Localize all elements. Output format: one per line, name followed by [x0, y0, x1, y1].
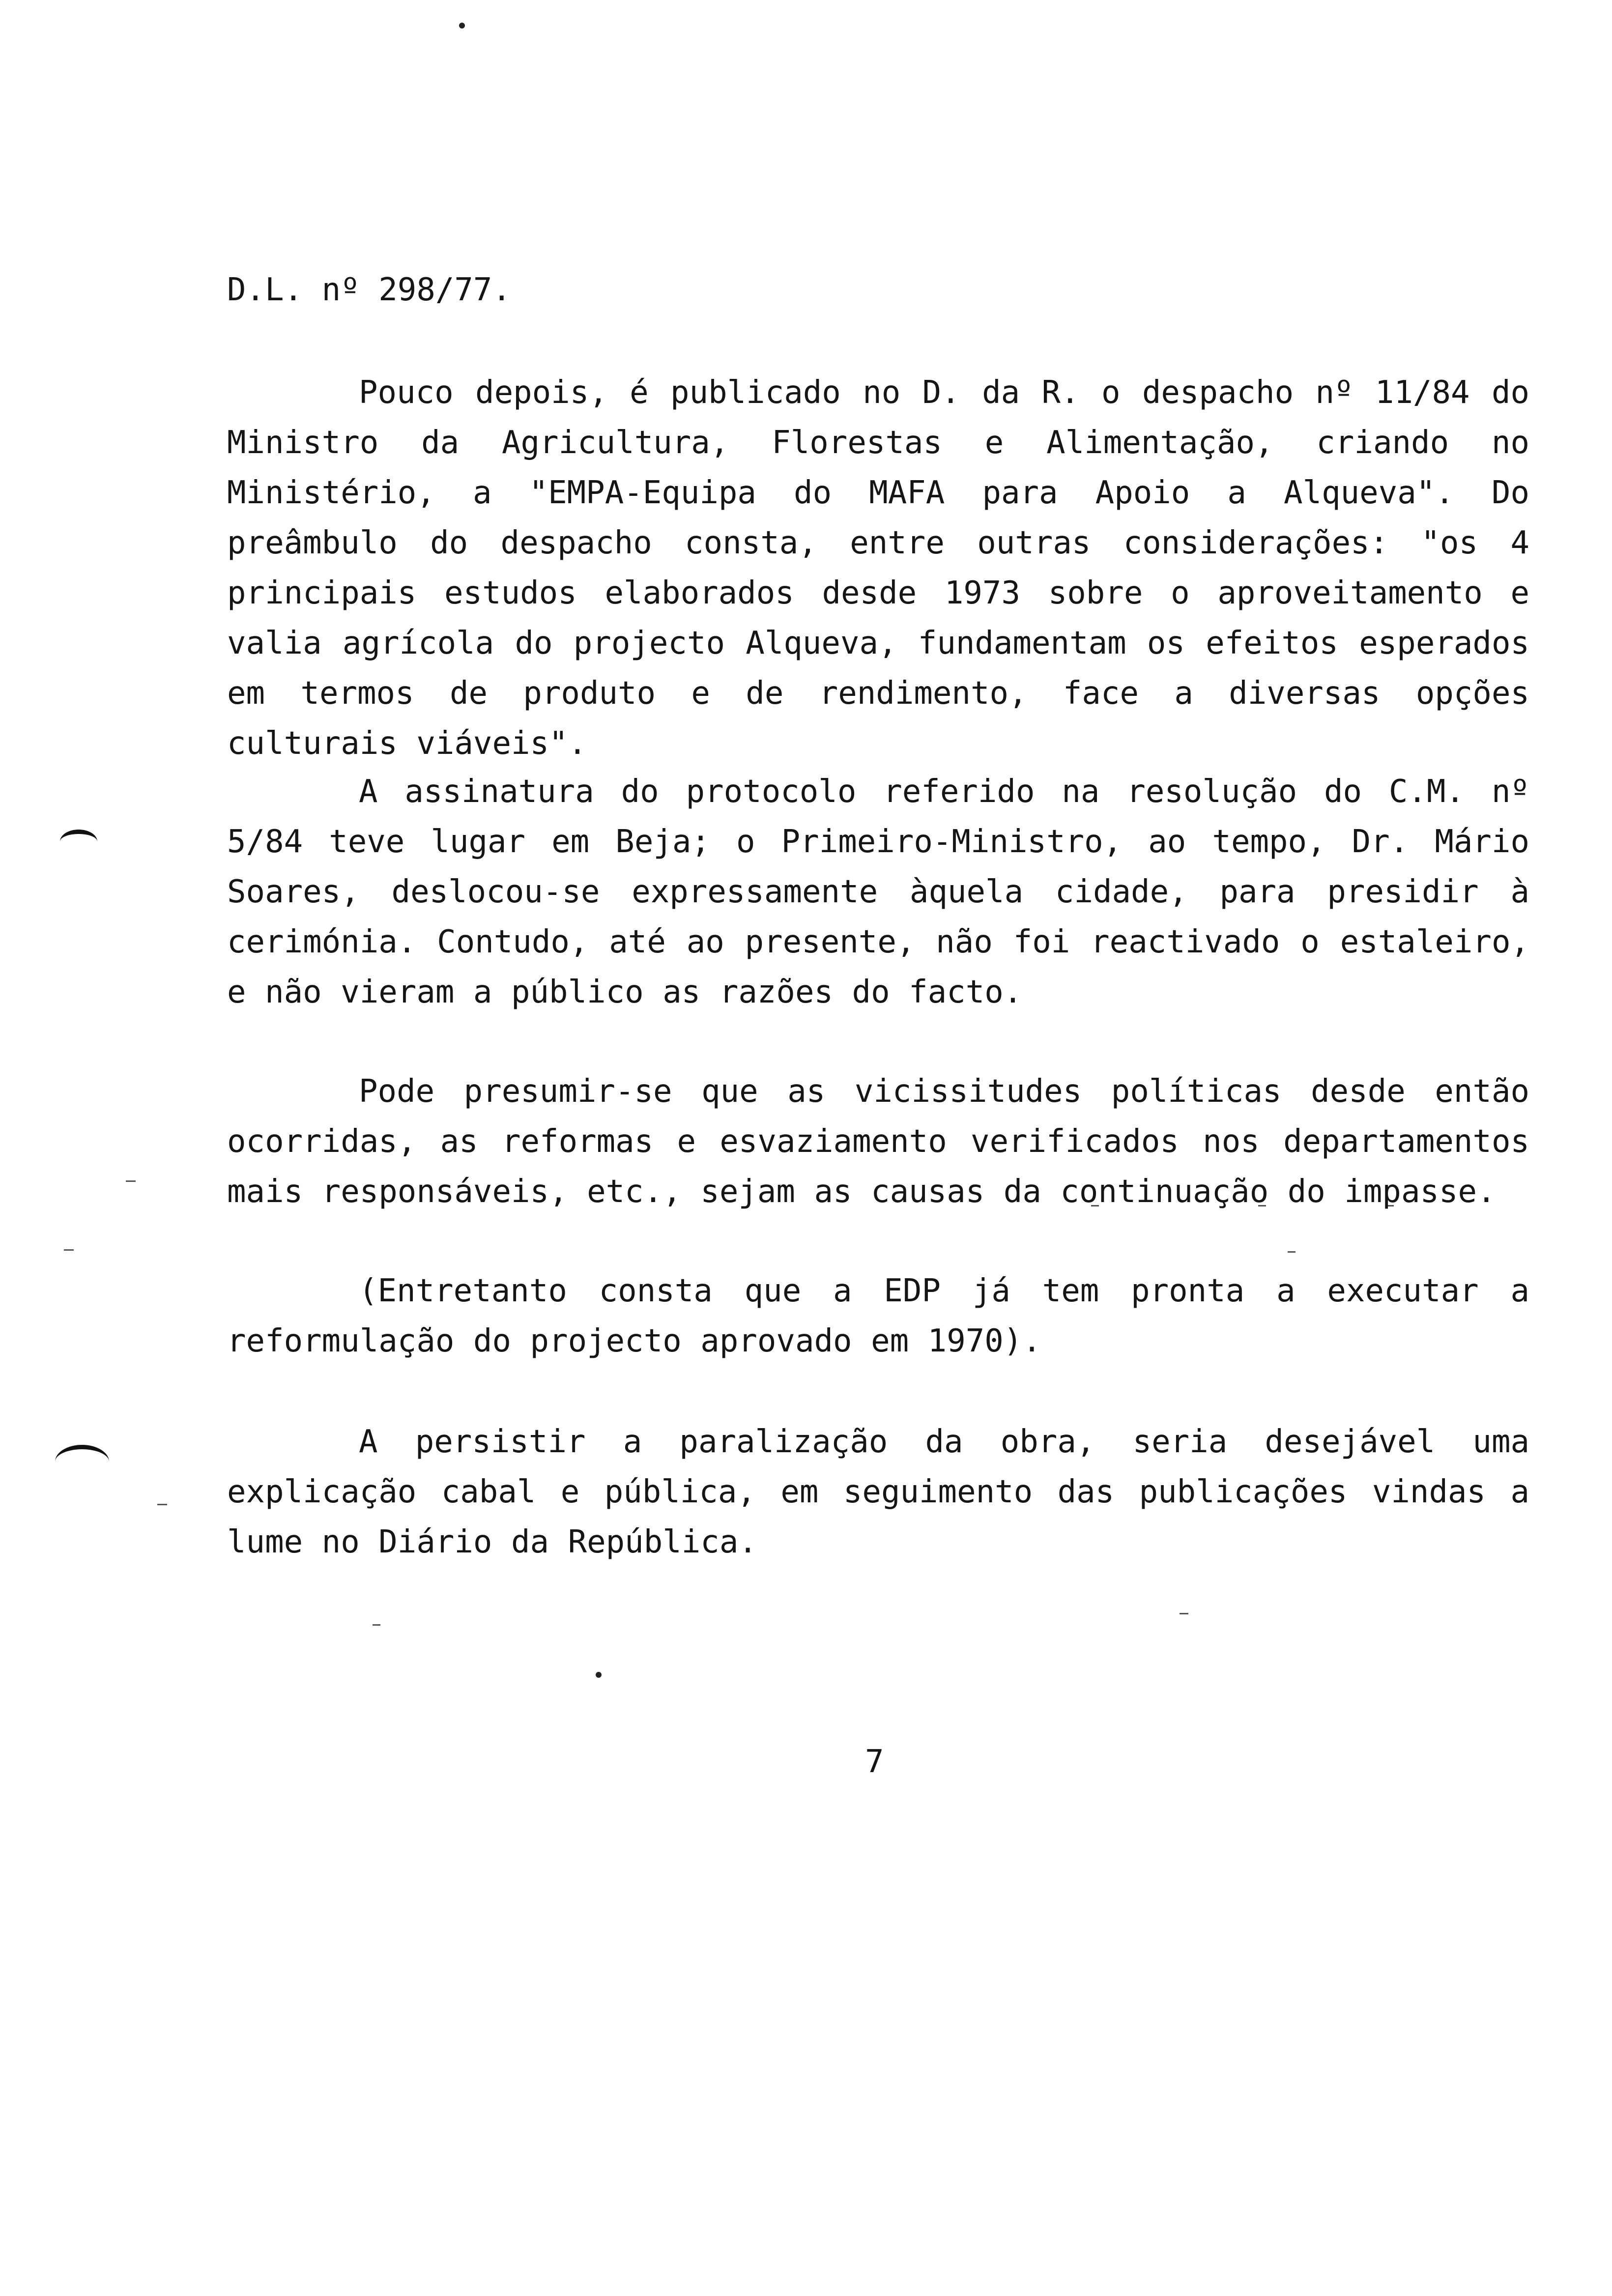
paragraph-despacho: Pouco depois, é publicado no D. da R. o despacho nº 11/84 do Ministro da Agricultura, Florestas e Alimentação, criando no Ministério, a "EMPA-Equipa do MAFA para Apoio a Alqueva". Do preâmbulo do despacho consta, entre outras considerações: "os 4 principais estudos elaborados desde 1973 sobre o aproveitamento e valia agrícola do projecto Alqueva, fundamentam os efeitos esperados em termos de produto e de rendimento, face a diversas opções culturais viáveis". — [227, 374, 1529, 762]
decree-reference: D.L. nº 298/77. — [227, 272, 511, 308]
hole-punch-mark — [60, 830, 97, 854]
scan-dash — [126, 1180, 136, 1182]
paragraph-protocolo: A assinatura do protocolo referido na resolução do C.M. nº 5/84 teve lugar em Beja; o Primeiro-Ministro, ao tempo, Dr. Mário Soares, deslocou-se expressamente àquela cidade, para presidir à cerimónia. Contudo, até ao presente, não foi reactivado o estaleiro, e não vieram a público as razões do facto. — [227, 774, 1529, 1010]
scan-dash — [1180, 1613, 1188, 1614]
paragraph-paralizacao: A persistir a paralização da obra, seria desejável uma explicação cabal e pública, em seguimento das publicações vindas a lume no Diário da República. — [227, 1424, 1529, 1560]
scan-dash — [157, 1504, 167, 1505]
paragraph-edp: (Entretanto consta que a EDP já tem pronta a executar a reformulação do projecto aprovado em 1970). — [227, 1273, 1529, 1359]
page-number: 7 — [865, 1744, 884, 1780]
scan-dash — [1288, 1251, 1295, 1253]
scan-speck — [596, 1672, 602, 1678]
scan-speck — [459, 23, 465, 29]
hole-punch-mark — [55, 1445, 109, 1479]
scan-dash — [373, 1624, 380, 1626]
paragraph-vicissitudes: Pode presumir-se que as vicissitudes políticas desde então ocorridas, as reformas e esvaziamento verificados nos departamentos mais responsáveis, etc., sejam as causas da continuação do impasse. — [227, 1073, 1529, 1210]
scan-dash — [64, 1249, 74, 1251]
